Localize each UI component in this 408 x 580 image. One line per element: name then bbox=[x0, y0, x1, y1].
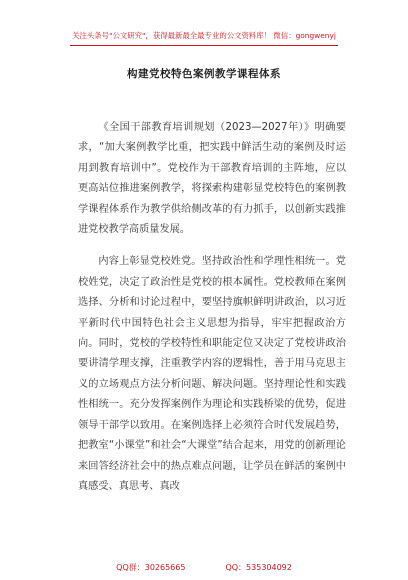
paragraph-intro: 《全国干部教育培训规划（2023—2027年）》明确要求，“加大案例教学比重，把实践中鲜活生动的案例及时运用到教育培训中”。党校作为干部教育培训的主阵地，应以更高站位推进案例教学，将探索构建彰显党校特色的案例教学课程体系作为教学供给侧改革的有力抓手，以创新实践推进党校教学高质量发展。 bbox=[78, 122, 346, 236]
paragraph-content: 内容上彰显党校姓党。坚持政治性和学理性相统一。党校姓党，决定了政治性是党校的根本属性。党校教师在案例选择、分析和讨论过程中，要坚持旗帜鲜明讲政治，以习近平新时代中国特色社会主义思想为指导，牢牢把握政治方向。同时，党校的学校特性和职能定位又决定了党校讲政治要讲清学理支撑，注重教学内容的逻辑性，善于用马克思主义的立场观点方法分析问题、解决问题。坚持理论性和实践性相统一。充分发挥案例作为理论和实践桥梁的优势，促进领导干部学以致用。在案例选择上必须符合时代发展趋势，把教室“小课堂”和社会“大课堂”结合起来，用党的创新理论来回答经济社会中的热点难点问题，让学员在鲜活的案例中真感受、真思考、真改 bbox=[78, 256, 346, 492]
header-promo-text: 关注头条号"公文研究"，获得最新最全最专业的公文资料库！ 微信：gongwenyj bbox=[72, 31, 336, 40]
header-divider bbox=[70, 45, 338, 46]
footer-qq-group: QQ群：30265665 bbox=[116, 563, 186, 572]
footer-contact bbox=[0, 562, 408, 573]
document-title: 构建党校特色案例教学课程体系 bbox=[127, 68, 281, 80]
document-body bbox=[78, 118, 346, 497]
footer-qq: QQ：535304092 bbox=[225, 563, 292, 572]
